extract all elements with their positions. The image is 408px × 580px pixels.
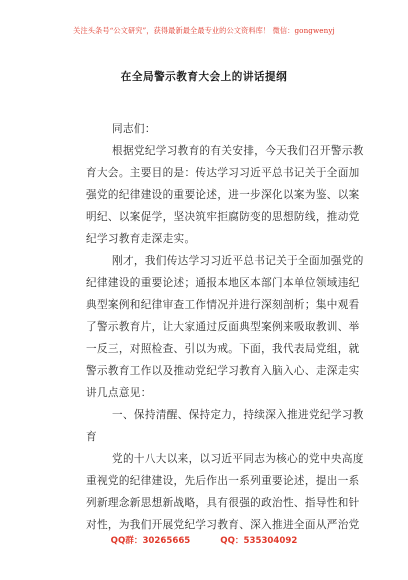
paragraph-line: 育大会。主要目的是：传达学习习近平总书记关于全面加 (86, 167, 360, 179)
paragraph-line: 重视党的纪律建设，先后作出一系列重要论述，提出一系 (86, 475, 360, 487)
paragraph-line: 列新理念新思想新战略，具有很强的政治性、指导性和针 (86, 497, 360, 509)
paragraph-line: 根据党纪学习教育的有关安排，今天我们召开警示教 (112, 145, 364, 157)
paragraph-line: 纪学习教育走深走实。 (86, 233, 196, 245)
paragraph-line: 刚才，我们传达学习习近平总书记关于全面加强党的 (112, 255, 364, 267)
footer-contacts (0, 534, 408, 546)
salutation-line: 同志们： (112, 123, 156, 135)
paragraph-line: 明纪、以案促学，坚决筑牢拒腐防变的思想防线，推动党 (86, 211, 360, 223)
paragraph-line: 一反三，对照检查、引以为戒。下面，我代表局党组，就 (86, 343, 360, 355)
paragraph-line: 对性，为我们开展党纪学习教育、深入推进全面从严治党 (86, 519, 360, 531)
header-notice: 关注头条号“公文研究”，获得最新最全最专业的公文资料库！ 微信：gongwenyj (73, 26, 335, 35)
document-title: 在全局警示教育大会上的讲话提纲 (120, 71, 288, 83)
paragraph-line: 了警示教育片，让大家通过反面典型案例来吸取教训、举 (86, 321, 360, 333)
paragraph-line: 纪律建设的重要论述；通报本地区本部门本单位领域违纪 (86, 277, 360, 289)
footer-qq-group: QQ群：30265665 (110, 536, 191, 546)
paragraph-line: 党的十八大以来，以习近平同志为核心的党中央高度 (112, 453, 364, 465)
paragraph-line: 警示教育工作以及推动党纪学习教育入脑入心、走深走实 (86, 365, 360, 377)
footer-qq-number: QQ：535304092 (220, 536, 298, 546)
section-heading-line: 一、保持清醒、保持定力，持续深入推进党纪学习教 (112, 409, 364, 421)
section-heading-line: 育 (86, 431, 97, 443)
paragraph-line: 强党的纪律建设的重要论述，进一步深化以案为鉴、以案 (86, 189, 360, 201)
paragraph-line: 讲几点意见： (86, 387, 152, 399)
paragraph-line: 典型案例和纪律审查工作情况并进行深刻剖析；集中观看 (86, 299, 360, 311)
